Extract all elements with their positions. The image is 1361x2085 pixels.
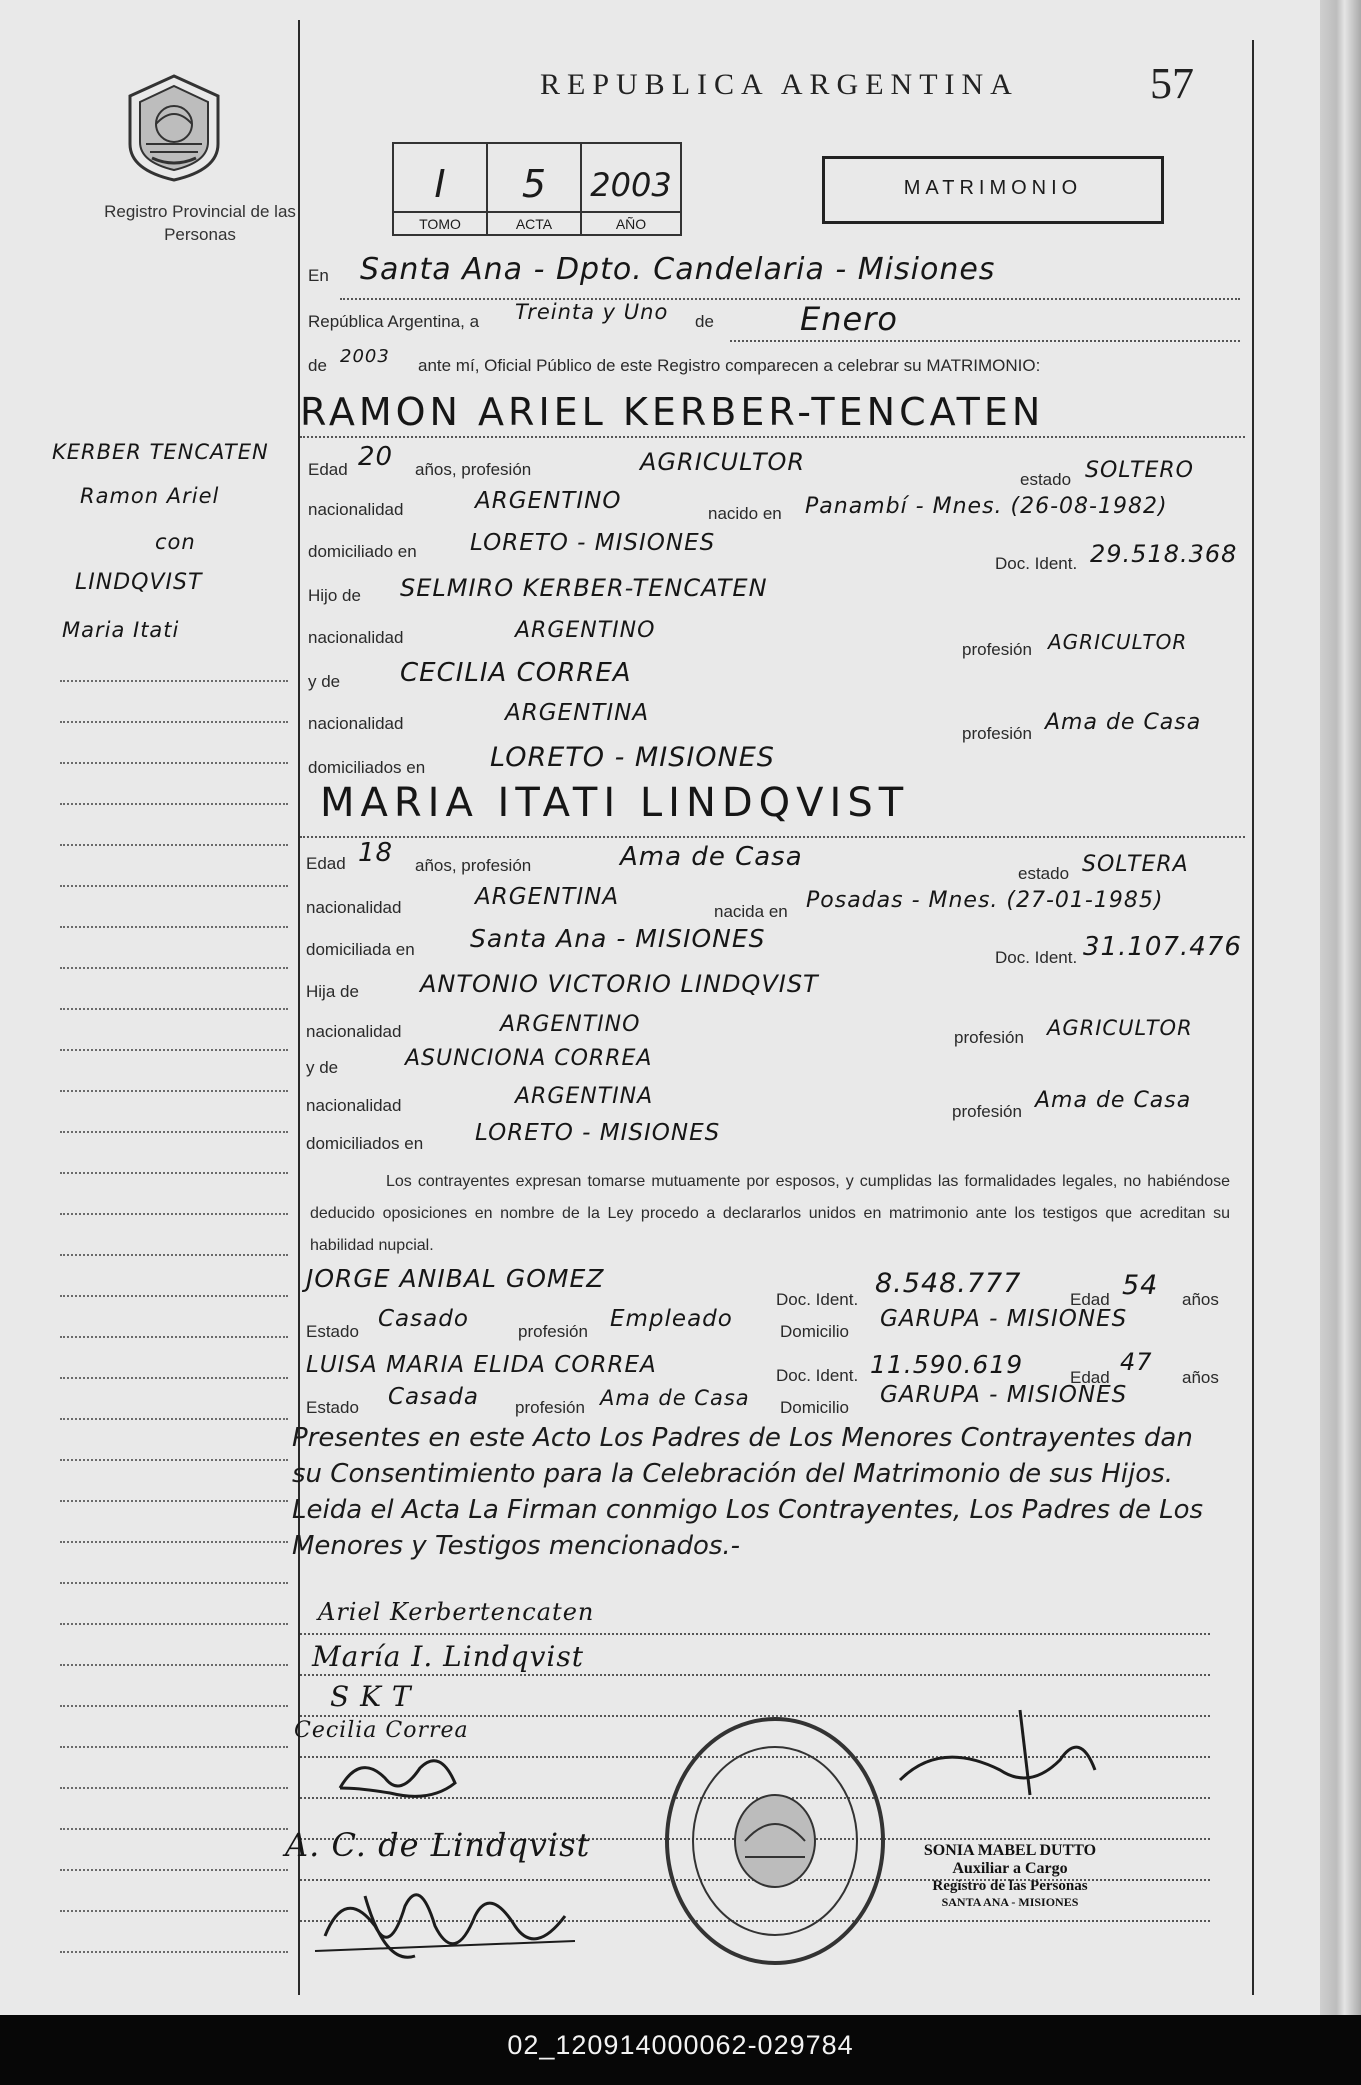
groom-full-name: RAMON ARIEL KERBER-TENCATEN (300, 390, 1045, 434)
margin-note-line: Ramon Ariel (80, 484, 220, 508)
official-signature-icon (880, 1700, 1120, 1810)
parental-consent-note: Presentes en este Acto Los Padres de Los Menores Contrayentes dan su Consentimiento para la Celebración del Matrimonio de sus Hijos. Leida el Acta La Firman conmigo Los Contrayentes, Los Padres de Los Menores y Testigos mencionados.- (292, 1423, 1204, 1561)
month-line (730, 340, 1240, 342)
witness-name: JORGE ANIBAL GOMEZ (306, 1264, 605, 1293)
witness-estado-label: Estado (306, 1398, 359, 1417)
witness-edad-label: Edad (1070, 1368, 1110, 1387)
witness-prof-label: profesión (515, 1398, 585, 1417)
ano-cell (582, 144, 680, 234)
month: Enero (800, 300, 898, 338)
bride-mother-prof-label: profesión (952, 1102, 1022, 1121)
bride-mother-nac-label: nacionalidad (306, 1096, 402, 1115)
bride-doc-label: Doc. Ident. (995, 948, 1078, 967)
groom-edad-label: Edad (308, 460, 348, 479)
year-prefix: de (308, 356, 327, 375)
groom-parents-domicile: LORETO - MISIONES (490, 742, 775, 773)
record-type-box (822, 156, 1164, 224)
record-type: MATRIMONIO (903, 177, 1083, 199)
bride-parents-domicile: LORETO - MISIONES (475, 1120, 721, 1146)
official-office: Registro de las Personas (932, 1878, 1088, 1894)
bride-full-name: MARIA ITATI LINDQVIST (320, 780, 910, 826)
bride-anos-label: años, profesión (415, 856, 532, 875)
bride-parents-dom-label: domiciliados en (306, 1134, 424, 1153)
margin-note-line: con (155, 530, 196, 554)
witness-age: 54 (1122, 1270, 1159, 1301)
bride-doc: 31.107.476 (1083, 932, 1242, 962)
tomo-label: TOMO (394, 211, 486, 232)
bride-father-nac-label: nacionalidad (306, 1022, 402, 1041)
groom-father-nac-label: nacionalidad (308, 628, 404, 647)
witness-edad-label: Edad (1070, 1290, 1110, 1309)
margin-note-line: Maria Itati (62, 618, 180, 642)
witness-profession: Ama de Casa (600, 1386, 750, 1410)
signature: S K T (330, 1680, 412, 1713)
bride-civil-status: SOLTERA (1082, 852, 1189, 877)
groom-mother: CECILIA CORREA (400, 658, 632, 688)
groom-dom-label: domiciliado en (308, 542, 417, 561)
republica-label: República Argentina, a (308, 312, 480, 331)
bride-father-profession: AGRICULTOR (1047, 1016, 1193, 1040)
groom-father-profession: AGRICULTOR (1048, 630, 1188, 654)
page-number: 57 (1150, 59, 1194, 108)
official-location: SANTA ANA - MISIONES (941, 1895, 1079, 1909)
tomo-value: I (434, 162, 446, 206)
witness-status: Casado (378, 1306, 469, 1332)
bride-mother: ASUNCIONA CORREA (405, 1046, 653, 1071)
bride-age: 18 (358, 838, 394, 868)
en-label: En (308, 266, 329, 285)
witness-domicile: GARUPA - MISIONES (880, 1382, 1128, 1408)
witness-dom-label: Domicilio (780, 1398, 849, 1417)
margin-divider-line (298, 20, 300, 1995)
groom-nationality: ARGENTINO (475, 488, 622, 514)
right-border-line (1252, 40, 1254, 1995)
groom-domicile: LORETO - MISIONES (470, 530, 716, 556)
bride-father: ANTONIO VICTORIO LINDQVIST (420, 970, 819, 998)
groom-doc-label: Doc. Ident. (995, 554, 1078, 573)
book-binding-edge (1320, 0, 1361, 2015)
acta-cell (488, 144, 582, 234)
bride-dom-label: domiciliada en (306, 940, 415, 959)
groom-civil-status: SOLTERO (1085, 458, 1194, 483)
bride-name-line (300, 836, 1245, 838)
groom-father-label: Hijo de (308, 586, 361, 605)
provincial-seal-icon (122, 72, 226, 184)
witness-profession: Empleado (610, 1306, 733, 1332)
witness-prof-label: profesión (518, 1322, 588, 1341)
groom-age: 20 (358, 442, 394, 472)
groom-nac-label: nacionalidad (308, 500, 404, 519)
bride-born-label: nacida en (714, 902, 788, 921)
groom-father-prof-label: profesión (962, 640, 1032, 659)
de-label: de (695, 312, 714, 331)
witness-status: Casada (388, 1384, 479, 1410)
ano-value: 2003 (590, 166, 672, 204)
bride-birth: Posadas - Mnes. (27-01-1985) (806, 888, 1164, 913)
bride-father-label: Hija de (306, 982, 359, 1001)
country-title: REPUBLICA ARGENTINA (540, 68, 1019, 101)
scribble-signature-icon (330, 1748, 470, 1808)
official-block (880, 1842, 1140, 1910)
groom-mother-prof-label: profesión (962, 724, 1032, 743)
bride-edad-label: Edad (306, 854, 346, 873)
groom-parents-dom-label: domiciliados en (308, 758, 426, 777)
day: Treinta y Uno (515, 300, 669, 324)
groom-mother-nac-label: nacionalidad (308, 714, 404, 733)
witness-doc: 8.548.777 (875, 1268, 1022, 1299)
bride-father-prof-label: profesión (954, 1028, 1024, 1047)
bride-profession: Ama de Casa (620, 842, 803, 872)
official-registry-stamp-icon (660, 1712, 890, 1970)
bride-mother-nationality: ARGENTINA (515, 1084, 654, 1109)
official-name: SONIA MABEL DUTTO (923, 1842, 1097, 1859)
witness-doc-label: Doc. Ident. (776, 1290, 859, 1309)
scan-id: 02_120914000062-029784 (507, 2030, 854, 2060)
groom-doc: 29.518.368 (1090, 540, 1238, 568)
year: 2003 (340, 346, 390, 367)
signature: María I. Lindqvist (312, 1640, 584, 1673)
legal-declaration: Los contrayentes expresan tomarse mutuamente por esposos, y cumplidas las formalidades legales, no habiéndose deducido oposiciones en nombre de la Ley procedo a declararlos unidos en matrimonio ante los testigos que acreditan su habilidad nupcial. (310, 1173, 1230, 1254)
witness-dom-label: Domicilio (780, 1322, 849, 1341)
groom-anos-label: años, profesión (415, 460, 532, 479)
acta-value: 5 (521, 162, 547, 206)
scribble-signature-icon (305, 1866, 585, 1976)
witness-age: 47 (1120, 1348, 1153, 1376)
groom-father-nationality: ARGENTINO (515, 618, 656, 643)
groom-estado-label: estado (1020, 470, 1072, 489)
groom-birth: Panambí - Mnes. (26-08-1982) (805, 494, 1168, 519)
witness-anos-label: años (1182, 1368, 1219, 1387)
groom-mother-nationality: ARGENTINA (505, 700, 650, 726)
bride-mother-label: y de (306, 1058, 339, 1077)
acta-label: ACTA (488, 211, 580, 232)
bride-mother-profession: Ama de Casa (1035, 1088, 1192, 1113)
witness-anos-label: años (1182, 1290, 1219, 1309)
groom-name-line (300, 436, 1245, 438)
statement: ante mí, Oficial Público de este Registro comparecen a celebrar su MATRIMONIO: (418, 356, 1041, 375)
groom-born-label: nacido en (708, 504, 782, 523)
place: Santa Ana - Dpto. Candelaria - Misiones (360, 252, 996, 287)
margin-note-line: KERBER TENCATEN (52, 440, 269, 464)
bride-domicile: Santa Ana - MISIONES (470, 924, 766, 953)
witness-doc: 11.590.619 (870, 1350, 1024, 1379)
witness-domicile: GARUPA - MISIONES (880, 1306, 1128, 1332)
groom-profession: AGRICULTOR (640, 448, 806, 476)
bride-nationality: ARGENTINA (475, 884, 620, 910)
signature: Ariel Kerbertencaten (318, 1598, 595, 1626)
bride-father-nationality: ARGENTINO (500, 1012, 641, 1037)
signature: A. C. de Lindqvist (285, 1826, 591, 1864)
witness-doc-label: Doc. Ident. (776, 1366, 859, 1385)
bride-estado-label: estado (1018, 864, 1070, 883)
tomo-cell (394, 144, 488, 234)
registry-name: Registro Provincial de las Personas (104, 202, 296, 244)
ano-label: AÑO (582, 211, 680, 232)
place-line (340, 298, 1240, 300)
groom-mother-label: y de (308, 672, 341, 691)
bride-nac-label: nacionalidad (306, 898, 402, 917)
official-role: Auxiliar a Cargo (952, 1860, 1068, 1877)
witness-name: LUISA MARIA ELIDA CORREA (306, 1352, 657, 1378)
signature: Cecilia Correa (294, 1718, 469, 1743)
groom-father: SELMIRO KERBER-TENCATEN (400, 574, 768, 602)
margin-note-line: LINDQVIST (75, 570, 203, 595)
witness-estado-label: Estado (306, 1322, 359, 1341)
record-id-box (392, 142, 682, 236)
groom-mother-profession: Ama de Casa (1045, 710, 1202, 735)
